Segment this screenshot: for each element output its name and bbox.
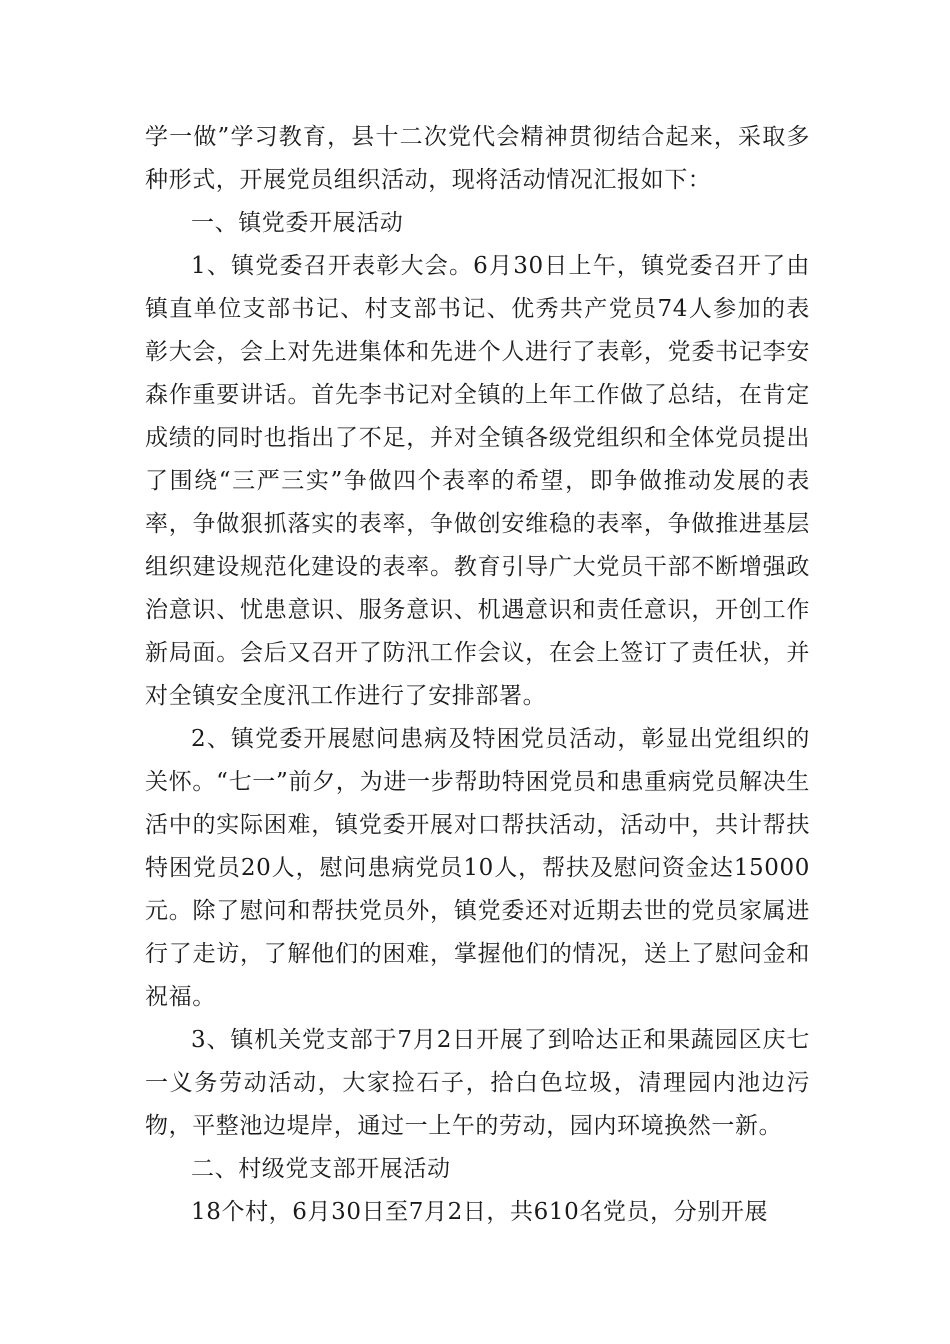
document-body bbox=[145, 116, 810, 1234]
paragraph-volunteer-labor: 3、镇机关党支部于7月2日开展了到哈达正和果蔬园区庆七一义务劳动活动，大家捡石子，拾白色垃圾，清理园内池边污物，平整池边堤岸，通过一上午的劳动，园内环境换然一新。 bbox=[145, 1027, 810, 1139]
section-heading-town-committee: 一、镇党委开展活动 bbox=[191, 210, 404, 236]
paragraph-village-activities: 18个村，6月30日至7月2日，共610名党员，分别开展 bbox=[191, 1199, 769, 1225]
section-heading-village-branches: 二、村级党支部开展活动 bbox=[191, 1156, 451, 1182]
paragraph-intro-continuation: 学一做”学习教育，县十二次党代会精神贯彻结合起来，采取多种形式，开展党员组织活动，现将活动情况汇报如下： bbox=[145, 124, 810, 193]
paragraph-commendation-meeting: 1、镇党委召开表彰大会。6月30日上午，镇党委召开了由镇直单位支部书记、村支部书记、优秀共产党员74人参加的表彰大会，会上对先进集体和先进个人进行了表彰，党委书记李安森作重要讲话。首先李书记对全镇的上年工作做了总结，在肯定成绩的同时也指出了不足，并对全镇各级党组织和全体党员提出了围绕“三严三实”争做四个表率的希望，即争做推动发展的表率，争做狠抓落实的表率，争做创安维稳的表率，争做推进基层组织建设规范化建设的表率。教育引导广大党员干部不断增强政治意识、忧患意识、服务意识、机遇意识和责任意识，开创工作新局面。会后又召开了防汛工作会议，在会上签订了责任状，并对全镇安全度汛工作进行了安排部署。 bbox=[145, 253, 810, 709]
paragraph-condolence-activity: 2、镇党委开展慰问患病及特困党员活动，彰显出党组织的关怀。“七一”前夕，为进一步帮助特困党员和患重病党员解决生活中的实际困难，镇党委开展对口帮扶活动，活动中，共计帮扶特困党员20人，慰问患病党员10人，帮扶及慰问资金达15000元。除了慰问和帮扶党员外，镇党委还对近期去世的党员家属进行了走访，了解他们的困难，掌握他们的情况，送上了慰问金和祝福。 bbox=[145, 726, 810, 1010]
